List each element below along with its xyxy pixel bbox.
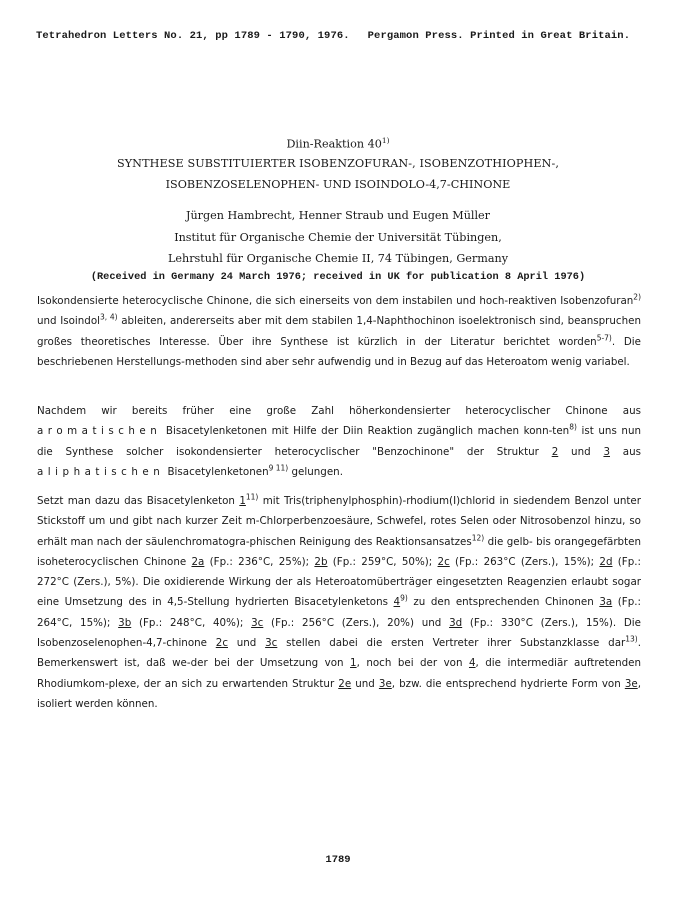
p3-text: stellen dabei die ersten Vertreter ihrer Substanzklasse dar (277, 637, 626, 650)
p3-text: , die intermediär auftretenden Rhodiumkom-plexe, der an sich zu erwartenden Struktur (37, 657, 641, 690)
structure-ref: 3c (251, 616, 264, 629)
structure-ref: 2c (437, 555, 450, 568)
p2-text-a: Nachdem wir bereits früher eine große Zahl höherkondensierter heterocyclischer Chinone aus (37, 405, 641, 417)
p3-text: (Fp.: 272°C (Zers.), 5%). Die oxidierende Wirkung der als Heteroatomüberträger eingesetzten Reagenzien erlaubt sogar eine Umsetzung des in 4,5-Stellung hydrierten Bisacetylenketons (37, 555, 641, 609)
p2-spaced-word-2: aliphatischen (37, 465, 165, 478)
p2-text-b: Bisacetylenketonen mit Hilfe der Diin Reaktion zugänglich machen konn-ten (161, 425, 570, 438)
author-list: Jürgen Hambrecht, Henner Straub und Eugen Müller (185, 209, 491, 222)
structure-ref: 4 (393, 596, 401, 609)
p3-text: , noch bei der von (356, 657, 469, 670)
series-title (0, 136, 676, 151)
p1-text-d: . Die beschriebenen Herstellungs-methoden sind aber sehr aufwendig und in Bezug auf das Heteroatom wenig variabel. (37, 335, 641, 368)
p1-text-a: Isokondensierte heterocyclische Chinone, die sich einerseits von dem instabilen und hoch-reaktiven Isobenzofuran (37, 295, 634, 307)
paragraph-results (37, 491, 641, 714)
structure-ref: 3c (265, 637, 278, 650)
structure-ref: 3a (599, 596, 613, 609)
p1-ref-3: 5-7) (596, 333, 612, 343)
structure-ref: 3b (118, 616, 132, 629)
p3-text: (Fp.: 263°C (Zers.), 15%); (449, 555, 600, 568)
paragraph-introduction (37, 291, 641, 372)
p2-ref-1: 8) (569, 422, 577, 432)
p3-text: mit Tris(triphenylphosphin)-rhodium(I)chlorid in siedendem Benzol unter Stickstoff um und gibt nach kurzer Zeit m-Chlorperbenzoesäure, Schwefel, rotes Selen oder Nitrosobenzol hinzu, so erhält man nach der säulenchromatogra-phischen Reinigung des Reaktionsansatzes (37, 495, 642, 548)
structure-ref: 2a (191, 555, 205, 568)
publisher-line: Pergamon Press. Printed in Great Britain. (367, 30, 631, 42)
series-title-ref: 1) (381, 136, 390, 145)
p3-text: . Bemerkenswert ist, daß we-der bei der Umsetzung von (37, 637, 641, 670)
p1-text-b: und Isoindol (37, 315, 101, 328)
structure-ref: 3e (378, 677, 392, 690)
running-header (36, 30, 630, 42)
p3-ref: 9) (400, 594, 408, 604)
structure-ref: 3 (603, 445, 610, 458)
p3-text: (Fp.: 256°C (Zers.), 20%) und (263, 616, 450, 629)
p1-ref-1: 2) (633, 292, 641, 302)
journal-citation: Tetrahedron Letters No. 21, pp 1789 - 1790, 1976. (36, 30, 350, 42)
structure-ref: 2d (599, 555, 613, 568)
p3-text: (Fp.: 330°C (Zers.), 15%). Die Isobenzoselenophen-4,7-chinone (37, 616, 641, 650)
p3-text: (Fp.: 259°C, 50%); (327, 555, 438, 568)
structure-ref: 2c (215, 637, 228, 650)
p1-text-c: ableiten, andererseits aber mit dem stabilen 1,4-Naphthochinon isoelektronisch sind, beanspruchen großes theoretisches Interesse. Über ihre Synthese ist kürzlich in der Literatur berichtet worden (37, 315, 641, 348)
p2-spaced-word-1: aromatischen (37, 425, 162, 438)
p3-text: Setzt man dazu das Bisacetylenketon (37, 495, 240, 507)
p2-text-g: gelungen. (288, 465, 343, 478)
structure-ref: 2e (338, 677, 352, 690)
structure-ref: 2 (551, 445, 559, 458)
p2-text-d: und (558, 445, 604, 458)
series-title-text: Diin-Reaktion 40 (286, 137, 382, 151)
structure-ref: 2b (314, 555, 328, 568)
p2-text-f: Bisacetylenketonen (164, 465, 269, 478)
p3-text: (Fp.: 264°C, 15%); (37, 596, 641, 629)
p2-text-e: aus (610, 445, 641, 458)
p3-text: zu den entsprechenden Chinonen (407, 596, 600, 609)
p3-text: und (351, 677, 379, 690)
structure-ref: 1 (239, 495, 246, 507)
p3-text: (Fp.: 248°C, 40%); (131, 616, 252, 629)
p3-ref: 12) (471, 533, 485, 543)
p3-text: (Fp.: 236°C, 25%); (204, 555, 315, 568)
paper-title-line-2: ISOBENZOSELENOPHEN- UND ISOINDOLO-4,7-CHINONE (165, 178, 511, 191)
received-dates: (Received in Germany 24 March 1976; received in UK for publication 8 April 1976) (90, 271, 586, 283)
p2-text-c: ist uns nun die Synthese solcher isokondensierter heterocyclischer "Benzochinone" der Struktur (37, 425, 642, 458)
p3-text: die gelb- bis orangegefärbten isoheterocyclischen Chinone (37, 535, 641, 568)
structure-ref: 1 (350, 657, 357, 670)
page-number: 1789 (325, 854, 351, 866)
p3-text: , bzw. die entsprechend hydrierte Form von (391, 677, 625, 690)
p3-ref: 11) (245, 492, 259, 502)
structure-ref: 4 (468, 657, 476, 670)
affiliation-line-2: Lehrstuhl für Organische Chemie II, 74 Tübingen, Germany (167, 252, 509, 265)
structure-ref: 3d (449, 616, 463, 629)
p3-text: und (227, 637, 266, 650)
paper-title-line-1: SYNTHESE SUBSTITUIERTER ISOBENZOFURAN-, ISOBENZOTHIOPHEN-, (116, 157, 560, 170)
structure-ref: 3e (624, 677, 638, 690)
affiliation-line-1: Institut für Organische Chemie der Universität Tübingen, (174, 231, 502, 244)
p1-ref-2: 3, 4) (100, 312, 118, 322)
paragraph-background (37, 401, 641, 482)
p3-text: , isoliert werden können. (37, 677, 641, 710)
p2-ref-2: 9 11) (268, 463, 289, 473)
p3-ref: 13) (625, 634, 638, 644)
